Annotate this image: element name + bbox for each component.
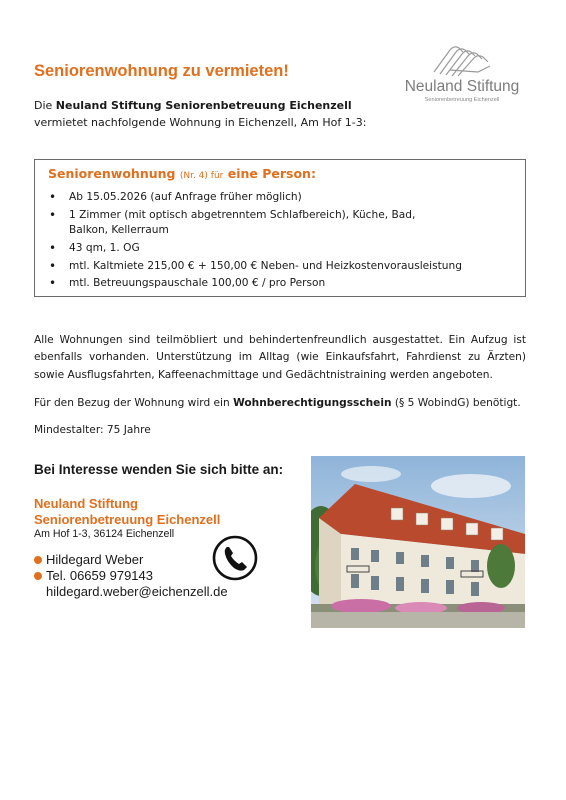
listing-heading bbox=[48, 166, 316, 181]
contact-address: Am Hof 1-3, 36124 Eichenzell bbox=[34, 528, 175, 540]
intro-org: Neuland Stiftung Seniorenbetreuung Eichenzell bbox=[55, 99, 352, 112]
logo-subtitle: Seniorenbetreuung Eichenzell bbox=[424, 97, 500, 103]
listing-number: (Nr. 4) für bbox=[179, 171, 224, 181]
contact-org-line2: Seniorenbetreuung Eichenzell bbox=[34, 512, 221, 527]
logo-mark-icon bbox=[428, 42, 496, 78]
bullet-dot-icon bbox=[34, 556, 42, 564]
min-age: Mindestalter: 75 Jahre bbox=[34, 424, 151, 436]
list-item: • 1 Zimmer (mit optisch abgetrenntem Schlafbereich), Küche, Bad, Balkon, Kellerraum bbox=[48, 208, 518, 239]
listing-for: eine Person: bbox=[227, 166, 316, 181]
contact-heading: Bei Interesse wenden Sie sich bitte an: bbox=[34, 462, 284, 477]
intro-text bbox=[34, 97, 366, 131]
intro-line2: vermietet nachfolgende Wohnung in Eichenzell, Am Hof 1-3: bbox=[34, 116, 367, 129]
contact-phone-row bbox=[34, 568, 153, 583]
listing-items bbox=[48, 190, 518, 294]
listing-title: Seniorenwohnung bbox=[48, 166, 176, 181]
list-item: • mtl. Kaltmiete 215,00 € + 150,00 € Neben- und Heizkostenvorausleistung bbox=[48, 259, 518, 275]
list-item: • mtl. Betreuungspauschale 100,00 € / pro Person bbox=[48, 276, 518, 292]
contact-name-row bbox=[34, 552, 143, 567]
page-title: Seniorenwohnung zu vermieten! bbox=[34, 62, 289, 80]
list-item-continuation: Balkon, Kellerraum bbox=[69, 224, 169, 237]
logo bbox=[396, 42, 528, 106]
wbs-bold: Wohnberechtigungsschein bbox=[233, 397, 392, 409]
logo-name: Neuland Stiftung bbox=[404, 78, 520, 95]
intro-prefix: Die bbox=[34, 99, 56, 112]
contact-phone[interactable]: Tel. 06659 979143 bbox=[46, 568, 153, 583]
listing-box bbox=[34, 159, 526, 297]
phone-icon bbox=[212, 535, 258, 581]
bullet-dot-icon bbox=[34, 572, 42, 580]
contact-name: Hildegard Weber bbox=[46, 552, 144, 567]
description-paragraph: Alle Wohnungen sind teilmöbliert und behindertenfreundlich ausgestattet. Ein Aufzug ist ebenfalls vorhanden. Unterstützung im Alltag (wie Einkaufsfahrt, Fahrdienst zu Ärzten) sowie Ausflugsfahrten, Kaffeenachmittage und Gedächtnistraining werden angeboten. bbox=[34, 334, 526, 381]
contact-email[interactable]: hildegard.weber@eichenzell.de bbox=[46, 584, 228, 599]
building-photo bbox=[311, 456, 525, 628]
contact-org-line1: Neuland Stiftung bbox=[34, 496, 138, 511]
list-item: • Ab 15.05.2026 (auf Anfrage früher möglich) bbox=[48, 190, 518, 206]
wbs-paragraph: Für den Bezug der Wohnung wird ein Wohnberechtigungsschein (§ 5 WobindG) benötigt. bbox=[34, 397, 521, 409]
list-item: • 43 qm, 1. OG bbox=[48, 241, 518, 257]
